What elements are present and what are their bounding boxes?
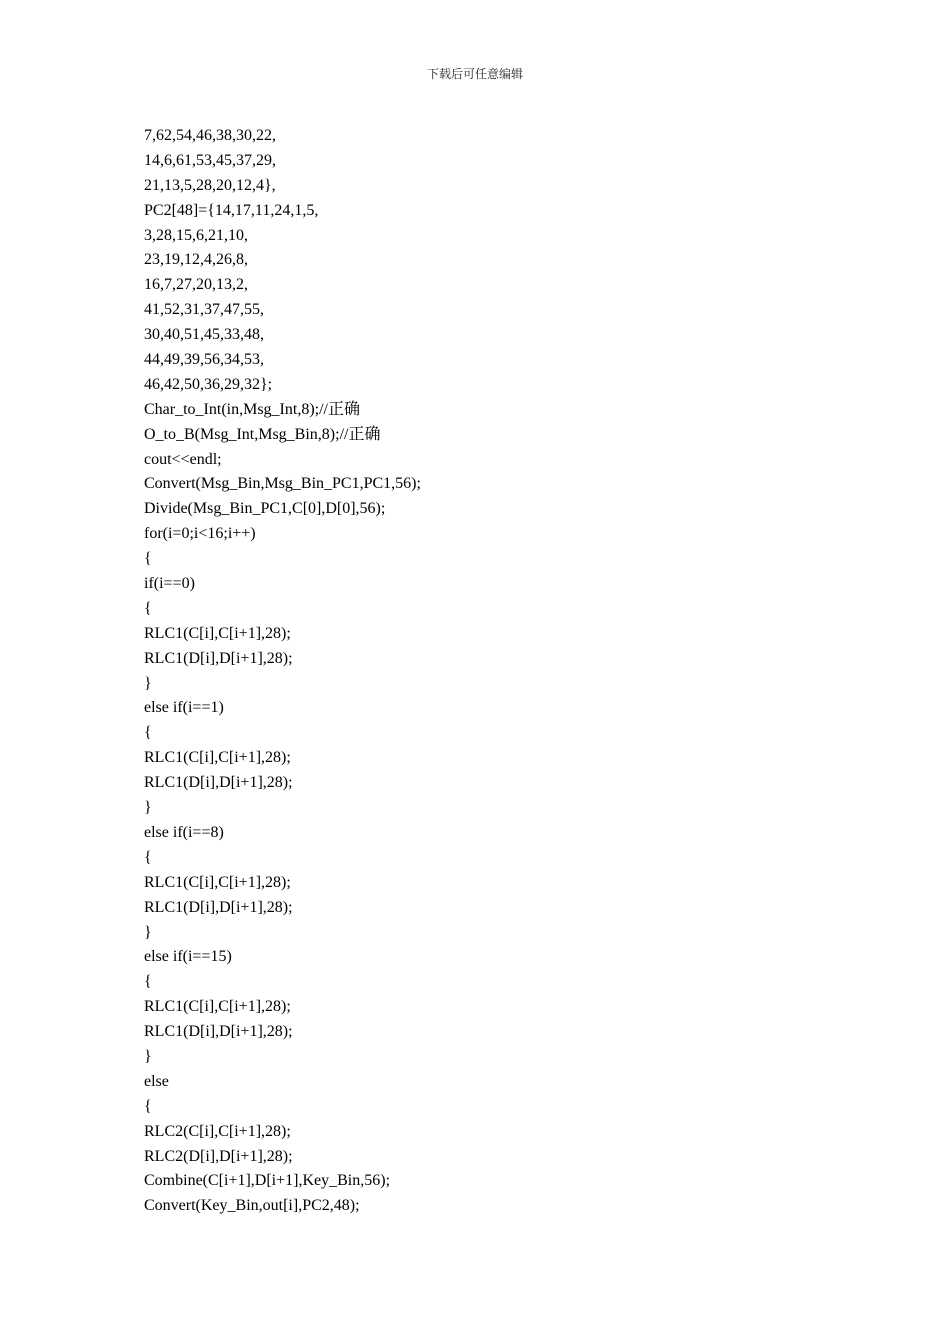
code-line: else if(i==8)	[144, 823, 224, 841]
code-line: RLC1(C[i],C[i+1],28);	[144, 998, 291, 1016]
code-line: RLC1(D[i],D[i+1],28);	[144, 649, 293, 667]
code-line: RLC2(D[i],D[i+1],28);	[144, 1147, 293, 1165]
code-line: else if(i==15)	[144, 948, 232, 966]
code-line: Convert(Key_Bin,out[i],PC2,48);	[144, 1197, 360, 1215]
code-line: {	[144, 973, 152, 991]
code-line: O_to_B(Msg_Int,Msg_Bin,8);//正确	[144, 425, 381, 443]
code-line: {	[144, 848, 152, 866]
page-header: 下载后可任意编辑	[426, 67, 523, 81]
code-line: 21,13,5,28,20,12,4},	[144, 176, 276, 194]
code-line: {	[144, 1097, 152, 1115]
code-line: else	[144, 1072, 169, 1090]
code-line: for(i=0;i<16;i++)	[144, 525, 256, 543]
code-line: {	[144, 724, 152, 742]
code-line: 44,49,39,56,34,53,	[144, 351, 264, 369]
code-line: RLC1(C[i],C[i+1],28);	[144, 624, 291, 642]
code-line: RLC1(C[i],C[i+1],28);	[144, 873, 291, 891]
code-line: }	[144, 674, 152, 692]
code-line: }	[144, 923, 152, 941]
code-line: 16,7,27,20,13,2,	[144, 276, 248, 294]
code-line: RLC2(C[i],C[i+1],28);	[144, 1122, 291, 1140]
code-line: RLC1(D[i],D[i+1],28);	[144, 774, 293, 792]
code-line: 41,52,31,37,47,55,	[144, 301, 264, 319]
code-line: }	[144, 799, 152, 817]
code-line: RLC1(C[i],C[i+1],28);	[144, 749, 291, 767]
code-line: cout<<endl;	[144, 450, 222, 468]
code-line: }	[144, 1047, 152, 1065]
code-line: 30,40,51,45,33,48,	[144, 326, 264, 344]
code-line: 46,42,50,36,29,32};	[144, 375, 273, 393]
code-line: if(i==0)	[144, 575, 195, 593]
code-line: 14,6,61,53,45,37,29,	[144, 151, 276, 169]
code-line: else if(i==1)	[144, 699, 224, 717]
code-line: RLC1(D[i],D[i+1],28);	[144, 1023, 293, 1041]
code-line: Combine(C[i+1],D[i+1],Key_Bin,56);	[144, 1172, 391, 1190]
code-line: Convert(Msg_Bin,Msg_Bin_PC1,PC1,56);	[144, 475, 421, 493]
code-line: 7,62,54,46,38,30,22,	[144, 127, 276, 144]
code-line: {	[144, 550, 152, 568]
code-line: 3,28,15,6,21,10,	[144, 226, 248, 244]
code-line: Char_to_Int(in,Msg_Int,8);//正确	[144, 400, 360, 418]
code-line: RLC1(D[i],D[i+1],28);	[144, 898, 293, 916]
code-line: {	[144, 599, 152, 617]
code-body	[144, 124, 844, 1219]
code-line: Divide(Msg_Bin_PC1,C[0],D[0],56);	[144, 500, 386, 518]
code-line: 23,19,12,4,26,8,	[144, 251, 248, 269]
code-line: PC2[48]={14,17,11,24,1,5,	[144, 201, 319, 219]
